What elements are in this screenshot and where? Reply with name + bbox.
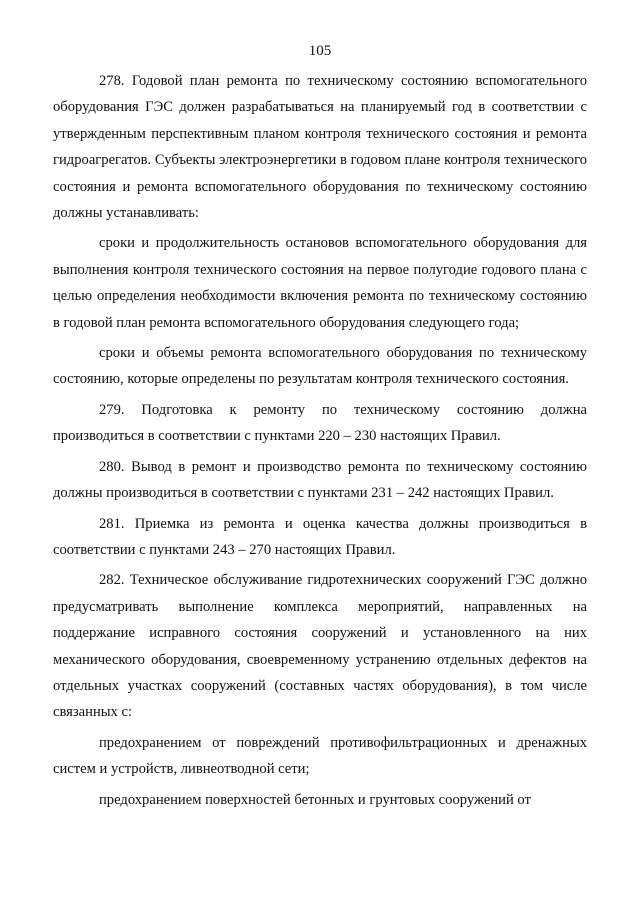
paragraph-280: 280. Вывод в ремонт и производство ремонта по техническому состоянию должны производиться в соответствии с пунктами 231 – 242 настоящих Правил. xyxy=(53,458,587,502)
paragraph-278: 278. Годовой план ремонта по техническому состоянию вспомогательного оборудования ГЭС должен разрабатываться на планируемый год в соответствии с утвержденным перспективным планом контроля технического состояния и ремонта гидроагрегатов. Субъекты электроэнергетики в годовом плане контроля технического состояния и ремонта вспомогательного оборудования по техническому состоянию должны устанавливать: xyxy=(53,73,587,222)
page-number: 105 xyxy=(308,43,332,59)
paragraph-278-item-1: сроки и продолжительность остановов вспомогательного оборудования для выполнения контроля технического состояния на первое полугодие годового плана с целью определения необходимости включения ремонта по техническому состоянию в годовой план ремонта вспомогательного оборудования следующего года; xyxy=(53,235,587,331)
paragraph-282-item-2: предохранением поверхностей бетонных и грунтовых сооружений от xyxy=(99,791,531,808)
paragraph-282: 282. Техническое обслуживание гидротехнических сооружений ГЭС должно предусматривать выполнение комплекса мероприятий, направленных на поддержание исправного состояния сооружений и установленного на них механического оборудования, своевременному устранению отдельных дефектов на отдельных участках сооружений (составных частях оборудования), в том числе связанных с: xyxy=(53,572,587,721)
paragraph-282-item-1: предохранением от повреждений противофильтрационных и дренажных систем и устройств, ливнеотводной сети; xyxy=(53,734,587,778)
document-body xyxy=(53,68,587,813)
paragraph-279: 279. Подготовка к ремонту по техническому состоянию должна производиться в соответствии с пунктами 220 – 230 настоящих Правил. xyxy=(53,401,587,445)
paragraph-281: 281. Приемка из ремонта и оценка качества должны производиться в соответствии с пунктами 243 – 270 настоящих Правил. xyxy=(53,515,587,558)
paragraph-278-item-2: сроки и объемы ремонта вспомогательного оборудования по техническому состоянию, которые определены по результатам контроля технического состояния. xyxy=(53,345,587,388)
